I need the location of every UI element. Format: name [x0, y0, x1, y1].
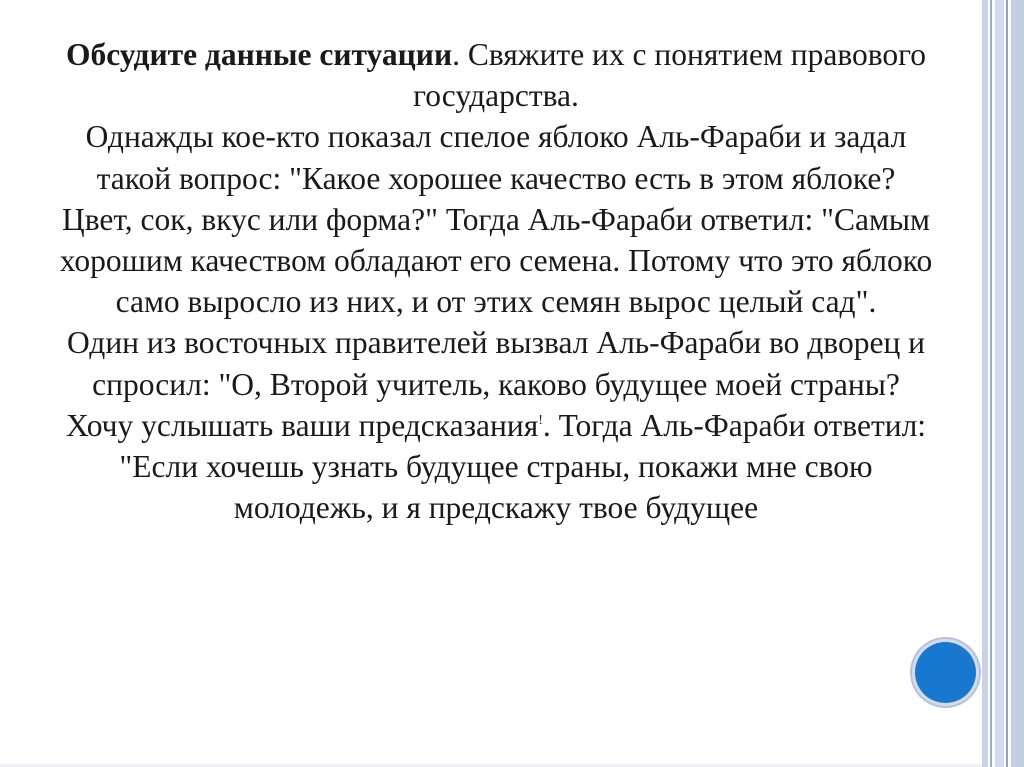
text-line-7: само выросло из них, и от этих семян вырос целый сад". [115, 284, 877, 320]
footnote-mark: ! [538, 412, 543, 428]
decorative-side-bar [990, 0, 992, 767]
text-line-10-start: Хочу услышать ваши предсказания [65, 407, 539, 443]
text-line-8: Один из восточных правителей вызвал Аль-Фараби во дворец и [66, 325, 926, 361]
decorative-blue-circle [915, 642, 976, 703]
text-line-2: государства. [413, 78, 579, 114]
slide-text-body [12, 34, 980, 528]
text-line-6: хорошим качеством обладают его семена. Потому что это яблоко [59, 243, 933, 279]
text-line-10 [12, 405, 980, 446]
text-line-5: Цвет, сок, вкус или форма?" Тогда Аль-Фараби ответил: "Самым [61, 201, 930, 237]
text-line-3: Однажды кое-кто показал спелое яблоко Аль-Фараби и задал [85, 119, 907, 155]
decorative-side-bar [1006, 0, 1008, 767]
decorative-side-bar [982, 0, 988, 767]
text-line-11: "Если хочешь узнать будущее страны, покажи мне свою [119, 449, 873, 485]
text-line-10-end: . Тогда Аль-Фараби ответил: [542, 407, 927, 443]
text-line-4: такой вопрос: "Какое хорошее качество есть в этом яблоке? [96, 160, 896, 196]
decorative-side-bar [1011, 0, 1024, 767]
text-line-9: спросил: "О, Второй учитель, каково будущее моей страны? [92, 366, 900, 402]
heading-line [12, 34, 980, 75]
text-line-12: молодежь, и я предскажу твое будущее [233, 490, 759, 526]
heading-rest-text: . Свяжите их с понятием правового [452, 37, 927, 72]
decorative-side-bar [995, 0, 1004, 767]
heading-bold-text: Обсудите данные ситуации [65, 37, 453, 72]
